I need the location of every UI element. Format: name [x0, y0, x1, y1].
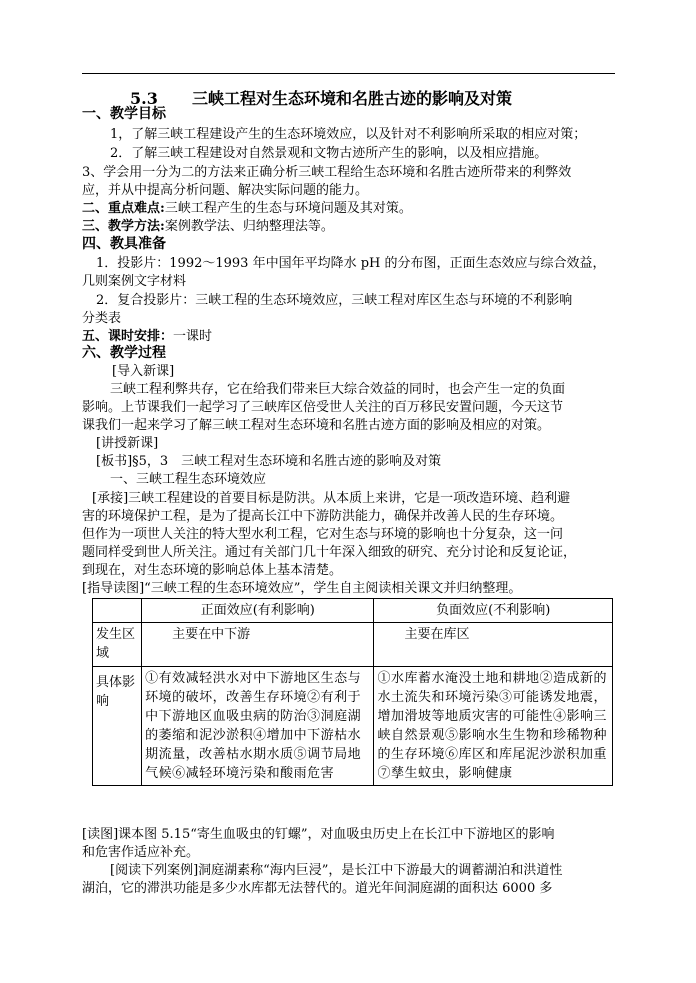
key-points-text: 三峡工程产生的生态与环境问题及其对策。: [164, 201, 412, 216]
key-points: [82, 200, 412, 217]
intro-label: [导入新课]: [112, 364, 175, 379]
page-title: [130, 86, 610, 109]
goal-2: 2．了解三峡工程建设对自然景观和文物古迹所产生的影响，以及相应措施。: [110, 146, 548, 161]
transition-3: 但作为一项世人关注的特大型水利工程，它对生态与环境的影响也十分复杂，这一问: [82, 527, 564, 542]
case-b: 湖泊，它的滞洪功能是多少水库都无法替代的。道光年间洞庭湖的面积达 6000 多: [82, 881, 553, 896]
guide-reading: [指导读图]“三峡工程的生态环境效应”，学生自主阅读相关课文并归纳整理。: [82, 581, 522, 596]
schedule-head: 五、课时安排：: [82, 329, 174, 344]
table-corner: [93, 599, 142, 623]
header-positive: 正面效应(有利影响): [142, 599, 374, 623]
reading-figure-b: 和危害作适应补充。: [82, 845, 200, 860]
impacts-positive: ①有效减轻洪水对中下游地区生态与环境的破坏，改善生存环境②有利于中下游地区血吸虫病的防治③洞庭湖的萎缩和泥沙淤积④增加中下游枯水期流量，改善枯水期水质⑤调节局地气候⑥减轻环境污染和酸雨危害: [142, 667, 374, 786]
new-lesson-label: [讲授新课]: [96, 436, 159, 451]
teaching-method-text: 案例教学法、归纳整理法等。: [164, 219, 334, 234]
goal-1: 1，了解三峡工程建设产生的生态环境效应，以及针对不利影响所采取的相应对策；: [110, 127, 587, 142]
section-title: 三峡工程对生态环境和名胜古迹的影响及对策: [192, 89, 513, 108]
region-negative: 主要在库区: [374, 623, 613, 667]
material-1a: 1．投影片：1992～1993 年中国年平均降水 pH 的分布图，正面生态效应与综合效益，: [96, 256, 606, 271]
reading-figure-a: [读图]课本图 5.15“寄生血吸虫的钉螺”，对血吸虫历史上在长江中下游地区的影响: [82, 827, 555, 842]
region-positive: 主要在中下游: [142, 623, 374, 667]
key-points-head: 二、重点难点:: [82, 201, 165, 216]
table-header-row: [93, 599, 613, 623]
goal-3a: 3、学会用一分为二的方法来正确分析三峡工程给生态环境和名胜古迹所带来的利弊效: [82, 165, 572, 180]
transition-4: 题同样受到世人所关注。通过有关部门几十年深入细致的研究、充分讨论和反复论证，: [82, 545, 577, 560]
intro-p1: 三峡工程利弊共存，它在给我们带来巨大综合效益的同时，也会产生一定的负面: [110, 382, 566, 397]
subheading-eco: 一、三峡工程生态环境效应: [110, 472, 267, 487]
row-label-impacts: 具体影响: [93, 667, 142, 786]
material-2a: 2．复合投影片：三峡工程的生态环境效应，三峡工程对库区生态与环境的不利影响: [96, 293, 573, 308]
table-row-region: [93, 623, 613, 667]
transition-5: 到现在，对生态环境的影响总体上基本清楚。: [82, 563, 343, 578]
top-rule: [82, 73, 615, 74]
schedule-text: 一课时: [173, 329, 213, 344]
heading-teaching-goals: 一、教学目标: [82, 106, 166, 122]
heading-process: 六、教学过程: [82, 345, 166, 361]
eco-effects-table: [92, 598, 613, 786]
section-number: 5.3: [130, 89, 158, 108]
teaching-method-head: 三、教学方法:: [82, 219, 165, 234]
schedule: [82, 328, 212, 345]
intro-p2: 影响。上节课我们一起学习了三峡库区倍受世人关注的百万移民安置问题，今天这节: [82, 400, 564, 415]
row-label-region: 发生区域: [93, 623, 142, 667]
impacts-negative: ①水库蓄水淹没土地和耕地②造成新的水土流失和环境污染③可能诱发地震，增加滑坡等地质灾害的可能性④影响三峡自然景观⑤影响水生生物和珍稀物种的生存环境⑥库区和库尾泥沙淤积加重⑦孳生蚊虫，影响健康: [374, 667, 613, 786]
table-row-impacts: [93, 667, 613, 786]
transition-1: [承接]三峡工程建设的首要目标是防洪。从本质上来讲，它是一项改造环境、趋利避: [92, 491, 571, 506]
transition-2: 害的环境保护工程，是为了提高长江中下游防洪能力，确保并改善人民的生存环境。: [82, 509, 564, 524]
goal-3b: 应，并从中提高分析问题、解决实际问题的能力。: [82, 183, 369, 198]
heading-materials: 四、教具准备: [82, 236, 166, 252]
intro-p3: 课我们一起来学习了解三峡工程对生态环境和名胜古迹方面的影响及相应的对策。: [82, 418, 551, 433]
material-2b: 分类表: [82, 311, 122, 326]
teaching-method: [82, 218, 334, 235]
board-line: [板书]§5，3 三峡工程对生态环境和名胜古迹的影响及对策: [96, 454, 442, 469]
case-a: [阅读下列案例]洞庭湖素称“海内巨浸”，是长江中下游最大的调蓄湖泊和洪道性: [110, 863, 563, 878]
header-negative: 负面效应(不利影响): [374, 599, 613, 623]
material-1b: 几则案例文字材料: [82, 274, 187, 289]
